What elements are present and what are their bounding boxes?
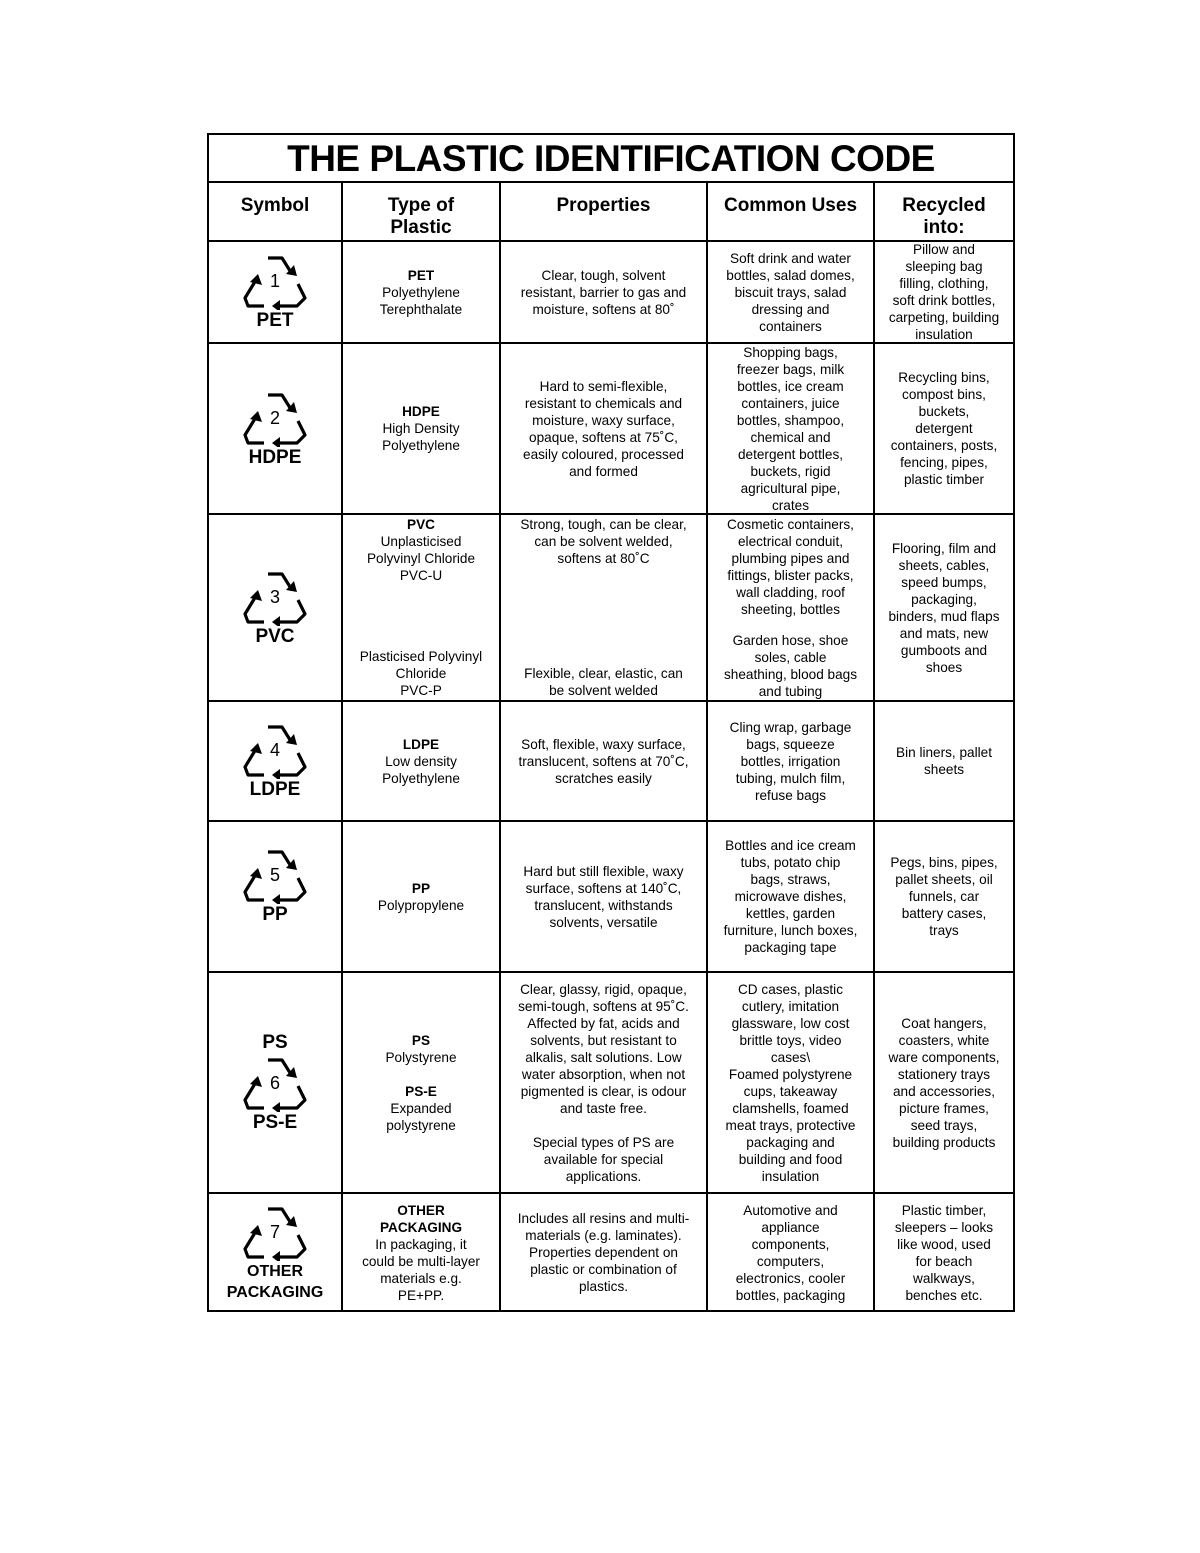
recycling-triangle-icon bbox=[242, 1203, 308, 1261]
arrow-head bbox=[272, 894, 280, 904]
properties-secondary: Special types of PS are available for special applications. bbox=[532, 1134, 675, 1184]
resin-number: 7 bbox=[269, 1221, 280, 1242]
properties-cell: Clear, tough, solvent resistant, barrier to gas and moisture, softens at 80˚ bbox=[501, 242, 708, 344]
symbol-abbr: PET bbox=[256, 310, 294, 331]
type-name: Polystyrene bbox=[385, 1049, 457, 1065]
uses-cell: Soft drink and water bottles, salad domes, biscuit trays, salad dressing and containers bbox=[708, 242, 875, 344]
type-cell bbox=[343, 702, 501, 822]
type-code: PET bbox=[407, 267, 435, 283]
recycled-cell: Pegs, bins, pipes, pallet sheets, oil funnels, car battery cases, trays bbox=[875, 822, 1013, 973]
uses-cell bbox=[708, 515, 875, 702]
recycled-cell: Coat hangers, coasters, white ware components, stationery trays and accessories, picture frames, seed trays, building products bbox=[875, 973, 1013, 1194]
resin-number: 1 bbox=[269, 271, 280, 291]
recycling-triangle-icon bbox=[242, 846, 308, 904]
type-cell bbox=[343, 344, 501, 515]
symbol-abbr: PP bbox=[262, 904, 288, 925]
table-grid bbox=[209, 183, 1013, 1194]
properties-secondary: Flexible, clear, elastic, can be solvent welded bbox=[524, 666, 683, 698]
type-name: High Density Polyethylene bbox=[382, 421, 460, 453]
recycling-triangle-icon bbox=[242, 389, 308, 447]
type-name: In packaging, it could be multi-layer materials e.g. PE+PP. bbox=[362, 1236, 480, 1303]
recycling-triangle-icon bbox=[242, 252, 308, 310]
properties-cell bbox=[501, 515, 708, 702]
arrow-head bbox=[272, 769, 280, 779]
properties-cell: Hard to semi-flexible, resistant to chemicals and moisture, waxy surface, opaque, softens at 75˚C, easily coloured, processed and formed bbox=[501, 344, 708, 515]
type-code: PP bbox=[411, 880, 431, 896]
type-cell bbox=[343, 515, 501, 702]
type-cell bbox=[343, 1194, 501, 1311]
uses-cell: Bottles and ice cream tubs, potato chip bags, straws, microwave dishes, kettles, garden furniture, lunch boxes, packaging tape bbox=[708, 822, 875, 973]
symbol-abbr: PVC bbox=[255, 625, 295, 647]
symbol-abbr: OTHER PACKAGING bbox=[226, 1262, 324, 1301]
recycled-cell: Bin liners, pallet sheets bbox=[875, 702, 1013, 822]
recycling-triangle-icon bbox=[242, 568, 308, 626]
symbol-abbr-above: PS bbox=[262, 1031, 288, 1053]
table-title: THE PLASTIC IDENTIFICATION CODE bbox=[209, 135, 1013, 183]
symbol-cell-6 bbox=[209, 973, 343, 1194]
type-code: PS bbox=[411, 1032, 431, 1048]
header-uses: Common Uses bbox=[708, 183, 875, 242]
arrow-head bbox=[272, 616, 280, 626]
type-code: LDPE bbox=[402, 736, 440, 752]
symbol-cell-1 bbox=[209, 242, 343, 344]
type-name-secondary: Expanded polystyrene bbox=[386, 1100, 456, 1133]
symbol-cell-3 bbox=[209, 515, 343, 702]
type-code: OTHER PACKAGING bbox=[379, 1202, 463, 1235]
uses-cell: CD cases, plastic cutlery, imitation glassware, low cost brittle toys, video cases\ Foamed polystyrene cups, takeaway clamshells, foamed meat trays, protective packaging and building and food insulation bbox=[708, 973, 875, 1194]
type-cell bbox=[343, 242, 501, 344]
symbol-cell-2 bbox=[209, 344, 343, 515]
arrow-head bbox=[272, 300, 280, 310]
recycled-cell: Recycling bins, compost bins, buckets, detergent containers, posts, fencing, pipes, plastic timber bbox=[875, 344, 1013, 515]
type-name: Low density Polyethylene bbox=[382, 753, 460, 786]
type-code: PVC bbox=[407, 517, 435, 532]
properties-cell: Soft, flexible, waxy surface, translucent, softens at 70˚C, scratches easily bbox=[501, 702, 708, 822]
table-grid-last bbox=[209, 1194, 1013, 1311]
type-name: Polypropylene bbox=[377, 897, 465, 913]
type-cell bbox=[343, 973, 501, 1194]
resin-number: 2 bbox=[269, 407, 280, 428]
type-code: HDPE bbox=[402, 404, 440, 419]
type-name-secondary: Plasticised Polyvinyl Chloride PVC-P bbox=[359, 649, 483, 698]
type-code-secondary: PS-E bbox=[405, 1083, 437, 1099]
arrow-head bbox=[272, 437, 280, 447]
resin-number: 6 bbox=[269, 1072, 280, 1093]
uses-cell: Automotive and appliance components, computers, electronics, cooler bottles, packaging bbox=[708, 1194, 875, 1311]
arrow-head bbox=[272, 1251, 280, 1261]
symbol-cell-5 bbox=[209, 822, 343, 973]
type-cell bbox=[343, 822, 501, 973]
recycled-cell: Plastic timber, sleepers – looks like wood, used for beach walkways, benches etc. bbox=[894, 1202, 994, 1303]
recycling-triangle-icon bbox=[242, 721, 308, 779]
symbol-abbr: PS-E bbox=[252, 1111, 298, 1133]
properties-cell: Hard but still flexible, waxy surface, softens at 140˚C, translucent, withstands solvents, versatile bbox=[501, 822, 708, 973]
header-symbol: Symbol bbox=[209, 183, 343, 242]
uses-cell: Cling wrap, garbage bags, squeeze bottles, irrigation tubing, mulch film, refuse bags bbox=[708, 702, 875, 822]
properties-cell bbox=[501, 973, 708, 1194]
type-name: Unplasticised Polyvinyl Chloride PVC-U bbox=[366, 534, 476, 583]
header-recycled: Recycled into: bbox=[875, 183, 1013, 242]
uses-secondary: Garden hose, shoe soles, cable sheathing, blood bags and tubing bbox=[723, 633, 858, 699]
symbol-abbr: HDPE bbox=[248, 446, 302, 468]
properties-cell: Includes all resins and multi- materials (e.g. laminates). Properties dependent on plastic or combination of plastics. bbox=[501, 1194, 708, 1311]
resin-number: 5 bbox=[269, 865, 280, 885]
properties-primary: Clear, glassy, rigid, opaque, semi-tough, softens at 95˚C. Affected by fat, acids and solvents, but resistant to alkalis, salt solutions. Low water absorption, when not pigmented is clear, is odour and taste free. bbox=[518, 981, 689, 1116]
symbol-cell-4 bbox=[209, 702, 343, 822]
recycled-cell: Flooring, film and sheets, cables, speed bumps, packaging, binders, mud flaps and mats, new gumboots and shoes bbox=[875, 515, 1013, 702]
symbol-cell-7 bbox=[209, 1194, 343, 1311]
resin-number: 4 bbox=[269, 740, 280, 760]
symbol-abbr: LDPE bbox=[249, 779, 301, 800]
properties-primary: Strong, tough, can be clear, can be solvent welded, softens at 80˚C bbox=[520, 517, 687, 566]
header-properties: Properties bbox=[501, 183, 708, 242]
header-type: Type of Plastic bbox=[343, 183, 501, 242]
plastic-code-table bbox=[207, 133, 1015, 1312]
uses-primary: Cosmetic containers, electrical conduit, plumbing pipes and fittings, blister packs, wall cladding, roof sheeting, bottles bbox=[727, 517, 854, 617]
recycling-triangle-icon bbox=[242, 1054, 308, 1112]
resin-number: 3 bbox=[269, 586, 280, 607]
arrow-head bbox=[272, 1102, 280, 1112]
type-name: Polyethylene Terephthalate bbox=[379, 284, 463, 317]
uses-cell: Shopping bags, freezer bags, milk bottles, ice cream containers, juice bottles, shampoo, chemical and detergent bottles, buckets, rigid agricultural pipe, crates bbox=[708, 344, 875, 515]
recycled-cell: Pillow and sleeping bag filling, clothing, soft drink bottles, carpeting, building insulation bbox=[875, 242, 1013, 344]
